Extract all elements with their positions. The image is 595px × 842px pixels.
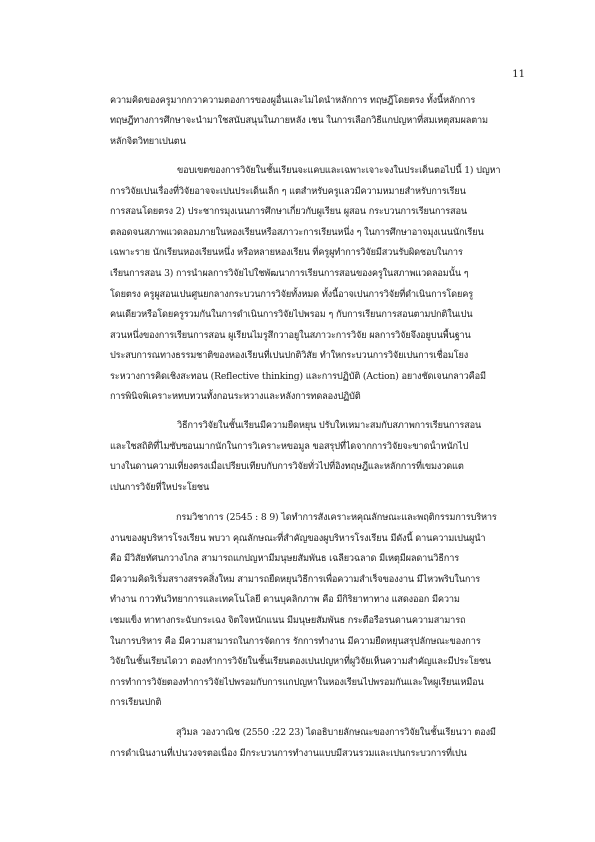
text-line: ตลอดจนสภาพแวดลอมภายในหองเรียนหรือสภาวะการเรียนหนึ่ง ๆ ในการศึกษาอาจมุงเนนนักเรียน [110,227,484,238]
text-line: การวิจัยเปนเรื่องที่วิจัยอาจจะเปนประเด็นเล็ก ๆ แตสําหรับครูแลวมีความหมายสําหรับการเรียน [110,186,466,197]
text-line: การทําการวิจัยตองทําการวิจัยไปพรอมกับการแกปญหาในหองเรียนไปพรอมกันและใหผูเรียนเหมือน [110,677,484,688]
text-line: การพินิจพิเคราะหทบทวนทั้งกอนระหวางและหลังการทดลองปฏิบัติ [110,391,361,402]
text-line: เรียนการสอน 3) การนําผลการวิจัยไปใชพัฒนาการเรียนการสอนของครูในสภาพแวดลอมนั้น ๆ [110,268,469,279]
text-line: เชมแข็ง ทาทางกระฉับกระเฉง จิตใจหนักแนน มีมนุษยสัมพันธ กระตือรือรนดานความสามารถ [110,615,466,626]
text-line: ในการบริหาร คือ มีความสามารถในการจัดการ รักการทํางาน มีความยืดหยุนสรุปลักษณะของการ [110,636,481,647]
text-line: ระหวางการคิดเชิงสะทอน (Reflective thinking) และการปฏิบัติ (Action) อยางชัดเจนกลาวคือมี [110,371,486,382]
text-line: สวนหนึ่งของการเรียนการสอน ผูเรียนไมรูสึกวาอยูในสภาวะการวิจัย ผลการวิจัยจึงอยูบนพื้นฐาน [110,330,471,341]
text-line: และใชสถิติที่ไมซับซอนมากนักในการวิเคราะหขอมูล ขอสรุปที่ไดจากการวิจัยจะขาดน้ําหนักไป [110,441,469,452]
text-line: บางในดานความเที่ยงตรงเมื่อเปรียบเทียบกับการวิจัยทั่วไปที่อิงทฤษฎีและหลักการที่เขมงวดแต [110,461,464,472]
text-line: เปนการวิจัยที่ใหประโยชน [110,482,210,493]
text-line: ทํางาน กาวทันวิทยาการและเทคโนโลยี ดานบุคลิกภาพ คือ มีกิริยาทาทาง แสดงออก มีความ [110,594,460,605]
text-line: หลักจิตวิทยาเปนตน [110,136,186,147]
text-line: วิจัยในชั้นเรียนไดวา ตองทําการวิจัยในชั้นเรียนตองเปนปญหาที่ผูวิจัยเห็นความสําคัญและมีประโยชน [110,656,492,667]
text-line: ความคิดของครูมากกวาความตองการของผูอื่นและไมไดนําหลักการ ทฤษฎีโดยตรง ทั้งนี้หลักการ [110,95,476,106]
text-line: โดยตรง ครูผูสอนเปนศูนยกลางกระบวนการวิจัยทั้งหมด ทั้งนี้อาจเปนการวิจัยที่ดําเนินการโดยครู [110,289,473,300]
text-line: ขอบเขตของการวิจัยในชั้นเรียนจะแคบและเฉพาะเจาะจงในประเด็นตอไปนี้ 1) ปญหา [177,165,501,176]
text-line: คนเดียวหรือโดยครูรวมกันในการดําเนินการวิจัยไปพรอม ๆ กับการเรียนการสอนตามปกติในเปน [110,309,473,320]
text-line: การเรียนปกติ [110,697,162,708]
text-line: เฉพาะราย นักเรียนหองเรียนหนึ่ง หรือหลายหองเรียน ที่ครูผูทําการวิจัยมีสวนรับผิดชอบในการ [110,247,463,258]
text-line: กรมวิชาการ (2545 : 8 9) ไดทําการสังเคราะหคุณลักษณะและพฤติกรรมการบริหาร [176,512,497,523]
text-line: งานของผูบริหารโรงเรียน พบวา คุณลักษณะที่สําคัญของผูบริหารโรงเรียน มีดังนี้ ดานความเปนผูนํา [110,533,486,544]
page-number: 11 [512,69,525,80]
text-line: สุวิมล วองวาณิช (2550 :22 23) ไดอธิบายลักษณะของการวิจัยในชั้นเรียนวา ตองมี [176,727,496,738]
text-line: ทฤษฎีทางการศึกษาจะนํามาใชสนับสนุนในภายหลัง เชน ในการเลือกวิธีแกปญหาที่สมเหตุสมผลตาม [110,115,488,126]
text-line: ประสบการณทางธรรมชาติของหองเรียนที่เปนปกติวิสัย ทําใหกระบวนการวิจัยเปนการเชื่อมโยง [110,350,469,361]
text-line: มีความคิดริเริ่มสรางสรรคสิ่งใหม สามารถยืดหยุนวิธีการเพื่อความสําเร็จของงาน มีไหวพริบในการ [110,574,481,585]
text-line: คือ มีวิสัยทัศนกวางไกล สามารถแกปญหามีมนุษยสัมพันธ เฉลียวฉลาด มีเหตุมีผลดานวิธีการ [110,553,459,564]
text-line: วิธีการวิจัยในชั้นเรียนมีความยืดหยุน ปรับใหเหมาะสมกับสภาพการเรียนการสอน [177,420,482,431]
text-line: การดําเนินงานที่เปนวงจรตอเนื่อง มีกระบวนการทํางานแบบมีสวนรวมและเปนกระบวการที่เปน [110,748,467,759]
text-line: การสอนโดยตรง 2) ประชากรมุงเนนการศึกษาเกี่ยวกับผูเรียน ผูสอน กระบวนการเรียนการสอน [110,206,468,217]
